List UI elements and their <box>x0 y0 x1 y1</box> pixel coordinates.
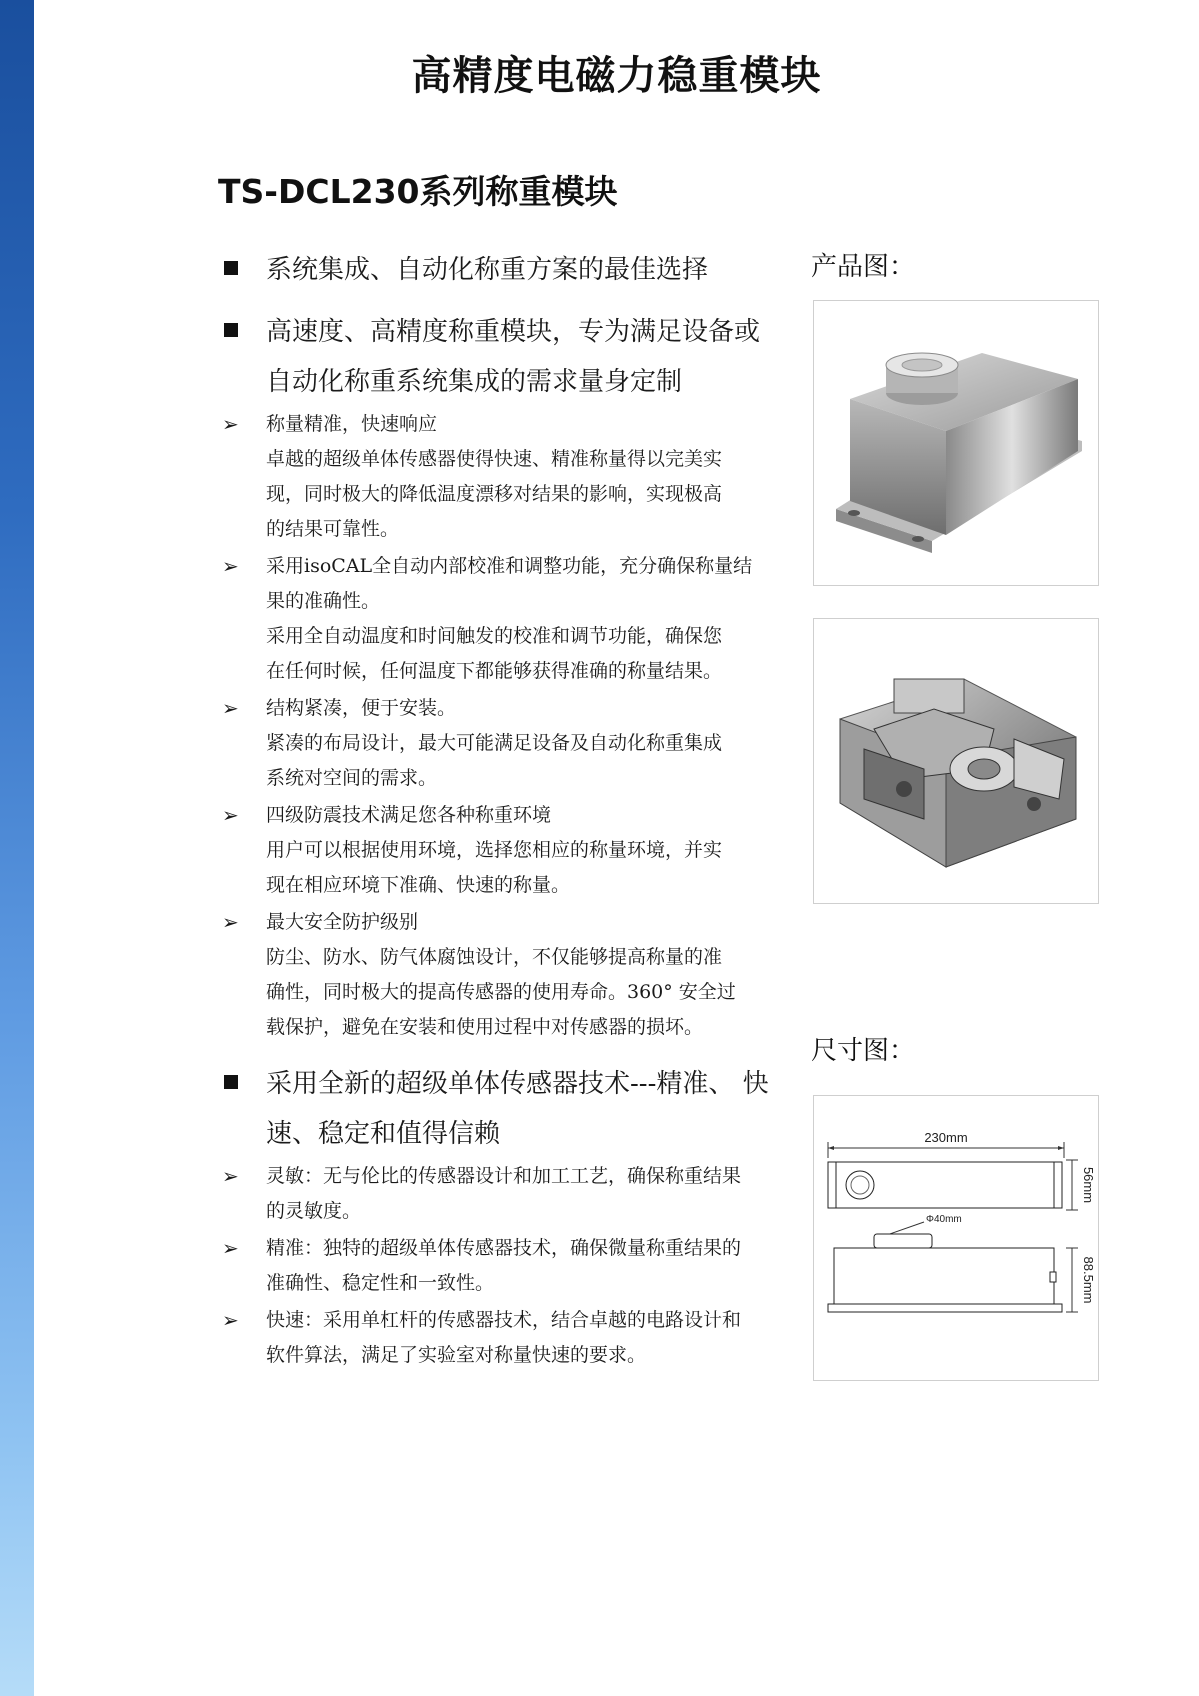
point-line: 用户可以根据使用环境，选择您相应的称量环境，并实 <box>266 839 723 861</box>
point-line: 灵敏：无与伦比的传感器设计和加工工艺，确保称重结果 <box>266 1165 742 1187</box>
heading-line: 采用全新的超级单体传感器技术---精准、 <box>266 1069 735 1099</box>
section-heading <box>222 245 794 295</box>
section-heading <box>222 1059 794 1159</box>
point-line: 准确性、稳定性和一致性。 <box>266 1272 495 1294</box>
product-series-heading: TS-DCL230系列称重模块 <box>218 172 618 211</box>
arrow-bullet-icon: ➢ <box>222 554 239 578</box>
product-image-label: 产品图： <box>811 252 916 282</box>
dimension-drawing-svg <box>814 1096 1098 1380</box>
point-line: 四级防震技术满足您各种称重环境 <box>266 804 552 826</box>
arrow-bullet-icon: ➢ <box>222 1236 239 1260</box>
width-dimension: 56mm <box>1081 1166 1096 1204</box>
heading-line: 高速度、高精度称重模块，专为满足设备或 <box>266 317 761 347</box>
point-line: 防尘、防水、防气体腐蚀设计，不仅能够提高称量的准 <box>266 946 723 968</box>
square-bullet-icon <box>224 1075 238 1089</box>
feature-point <box>222 798 794 903</box>
point-line: 快速：采用单杠杆的传感器技术，结合卓越的电路设计和 <box>266 1309 742 1331</box>
point-line: 现，同时极大的降低温度漂移对结果的影响，实现极高 <box>266 483 723 505</box>
height-dimension: 88.5mm <box>1081 1256 1096 1304</box>
point-line: 现在相应环境下准确、快速的称量。 <box>266 874 571 896</box>
point-line: 紧凑的布局设计，最大可能满足设备及自动化称重集成 <box>266 732 723 754</box>
point-line: 结构紧凑，便于安装。 <box>266 697 457 719</box>
point-line: 称量精准，快速响应 <box>266 413 438 435</box>
length-dimension: 230mm <box>924 1130 968 1145</box>
arrow-bullet-icon: ➢ <box>222 1308 239 1332</box>
feature-point <box>222 691 794 796</box>
point-line: 卓越的超级单体传感器使得快速、精准称量得以完美实 <box>266 448 723 470</box>
diameter-dimension: Φ40mm <box>926 1214 962 1225</box>
heading-line: 自动化称重系统集成的需求量身定制 <box>266 367 683 397</box>
feature-point <box>222 905 794 1045</box>
feature-point <box>222 549 794 689</box>
feature-point <box>222 1303 794 1373</box>
arrow-bullet-icon: ➢ <box>222 803 239 827</box>
arrow-bullet-icon: ➢ <box>222 696 239 720</box>
left-blue-band <box>0 0 34 1696</box>
point-line: 采用isoCAL全自动内部校准和调整功能，充分确保称量结 <box>266 555 753 577</box>
dimension-drawing <box>813 1095 1099 1381</box>
load-cell-cutaway-illustration <box>814 619 1098 903</box>
point-line: 的灵敏度。 <box>266 1200 362 1222</box>
point-line: 确性，同时极大的提高传感器的使用寿命。360° 安全过 <box>266 981 736 1003</box>
feature-point <box>222 1231 794 1301</box>
point-line: 精准：独特的超级单体传感器技术，确保微量称重结果的 <box>266 1237 742 1259</box>
feature-point <box>222 407 794 547</box>
point-line: 软件算法，满足了实验室对称量快速的要求。 <box>266 1344 647 1366</box>
heading-line: 系统集成、自动化称重方案的最佳选择 <box>266 255 709 285</box>
point-line: 的结果可靠性。 <box>266 518 400 540</box>
product-photo-cutaway <box>813 618 1099 904</box>
heading-line: 快速、稳定和值得信赖 <box>266 1069 769 1149</box>
feature-point <box>222 1159 794 1229</box>
point-line: 最大安全防护级别 <box>266 911 419 933</box>
arrow-bullet-icon: ➢ <box>222 1164 239 1188</box>
square-bullet-icon <box>224 323 238 337</box>
point-line: 在任何时候，任何温度下都能够获得准确的称量结果。 <box>266 660 723 682</box>
arrow-bullet-icon: ➢ <box>222 412 239 436</box>
point-line: 果的准确性。 <box>266 590 381 612</box>
load-cell-exterior-illustration <box>814 301 1098 585</box>
feature-list <box>222 245 794 1373</box>
point-line: 系统对空间的需求。 <box>266 767 438 789</box>
dimension-drawing-label: 尺寸图： <box>811 1036 916 1066</box>
product-photo-exterior <box>813 300 1099 586</box>
page-title: 高精度电磁力稳重模块 <box>411 53 822 99</box>
section-heading <box>222 307 794 407</box>
point-line: 载保护，避免在安装和使用过程中对传感器的损坏。 <box>266 1016 704 1038</box>
square-bullet-icon <box>224 261 238 275</box>
arrow-bullet-icon: ➢ <box>222 910 239 934</box>
point-line: 采用全自动温度和时间触发的校准和调节功能，确保您 <box>266 625 723 647</box>
